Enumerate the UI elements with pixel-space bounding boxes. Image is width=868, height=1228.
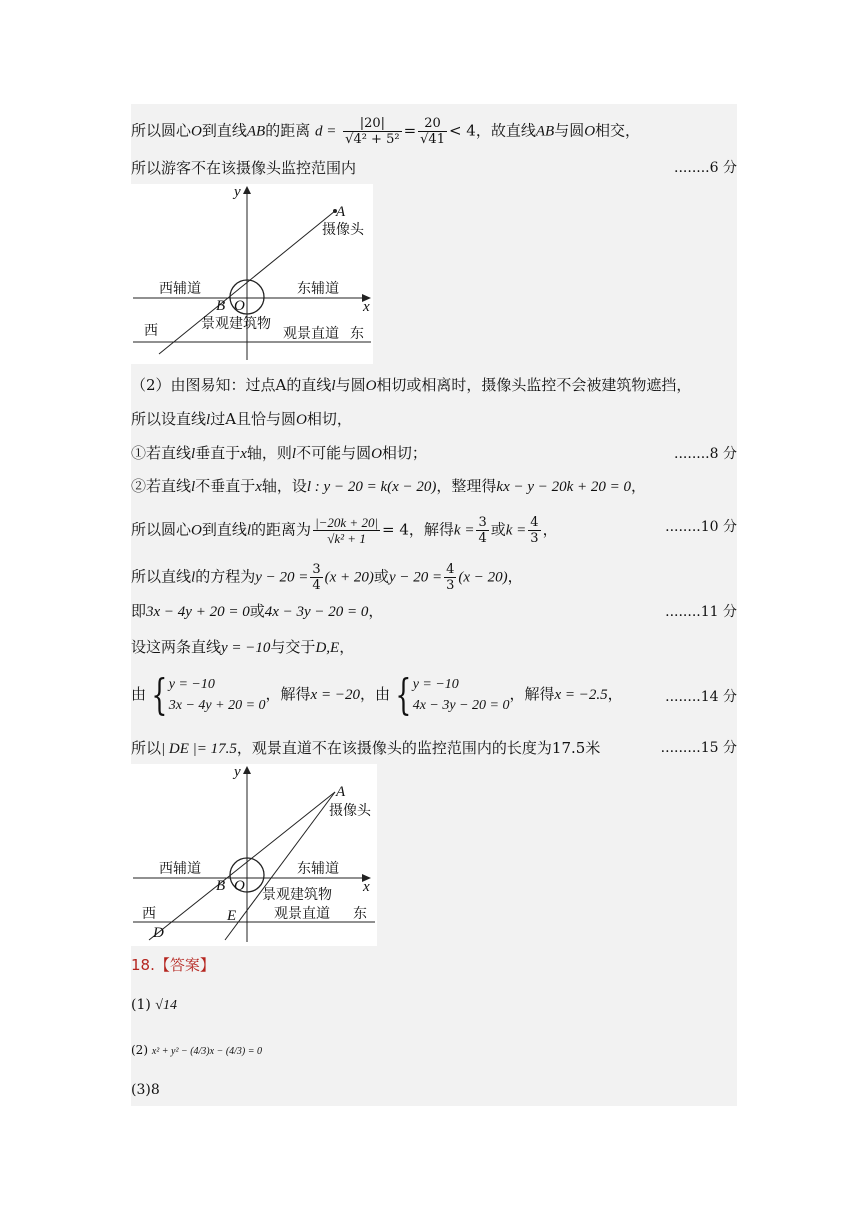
text: ，解得 xyxy=(265,685,311,703)
score-marker: ........8 分 xyxy=(674,446,737,462)
text: ， xyxy=(368,602,384,620)
fraction xyxy=(343,116,401,147)
fraction xyxy=(444,562,456,593)
math: kx − y − 20k + 20 = 0 xyxy=(496,479,632,495)
math: O xyxy=(191,123,202,140)
numerator: 4 xyxy=(530,515,539,530)
text: 所以游客不在该摄像头监控范围内 xyxy=(131,159,357,177)
math: 3x − 4y + 20 = 0 xyxy=(146,604,250,620)
text: 与交于 xyxy=(270,638,316,656)
answer-label: (2) xyxy=(131,1043,148,1057)
label-east-road: 东辅道 xyxy=(297,281,339,297)
math: D,E xyxy=(315,640,340,656)
text: ②若直线 xyxy=(131,477,192,495)
text: 轴，则 xyxy=(246,444,292,462)
text: （2）由图易知：过点A的直线 xyxy=(131,376,332,394)
fraction xyxy=(310,562,322,593)
text: 相交， xyxy=(595,121,641,140)
text: ， xyxy=(542,520,558,539)
math: l xyxy=(191,569,196,586)
text: 不垂直于 xyxy=(195,477,256,495)
brace: { xyxy=(395,670,412,719)
math: 4x − 3y − 20 = 0 xyxy=(264,604,369,620)
label-b: B xyxy=(216,878,226,894)
text: ， xyxy=(339,638,355,656)
text-line-conclusion-1 xyxy=(131,158,356,178)
text: 所以圆心 xyxy=(131,520,192,539)
math: l xyxy=(331,378,336,394)
fraction xyxy=(476,515,488,546)
text: ， xyxy=(607,685,623,703)
math: (x − 20) xyxy=(458,569,508,586)
figure-1 xyxy=(131,184,373,364)
fraction xyxy=(313,515,380,546)
answer-2 xyxy=(131,1040,262,1062)
math: O xyxy=(365,378,377,394)
equation-system xyxy=(169,674,266,716)
text: ， xyxy=(507,567,523,586)
score-marker: ........14 分 xyxy=(665,689,737,705)
text: 到直线 xyxy=(201,520,247,539)
numerator: 3 xyxy=(312,562,321,577)
label-e: E xyxy=(227,908,237,924)
text-line-case-2 xyxy=(131,476,646,497)
text: 所以 xyxy=(131,739,162,757)
numerator: |20| xyxy=(343,116,401,132)
math: l xyxy=(246,522,252,539)
answer-label: (3) xyxy=(131,1082,151,1098)
denominator: 4 xyxy=(478,531,487,546)
label-building: 景观建筑物 xyxy=(262,887,332,903)
equation: y = −10 xyxy=(168,677,215,692)
x-label: x xyxy=(363,299,370,315)
y-label: y xyxy=(234,184,241,200)
math: (x + 20) xyxy=(324,569,374,586)
text: 的距离为 xyxy=(251,520,312,539)
text: 设这两条直线 xyxy=(131,638,222,656)
text-line-equations xyxy=(131,562,523,593)
text: 垂直于 xyxy=(195,444,241,462)
text: ①若直线 xyxy=(131,444,192,462)
math: l xyxy=(206,412,211,428)
brace: { xyxy=(151,670,168,719)
text: 米 xyxy=(585,739,601,757)
text: 的距离 xyxy=(265,121,311,140)
text: = 4，解得 xyxy=(382,520,454,539)
math: | DE |= 17.5 xyxy=(161,741,237,757)
text: ，由 xyxy=(359,685,390,703)
text: 的方程为 xyxy=(195,567,256,586)
denominator: 3 xyxy=(530,531,539,546)
math: y = −10 xyxy=(221,640,271,656)
text-line-assume-tangent xyxy=(131,409,352,430)
denominator: √k² + 1 xyxy=(327,531,366,546)
score-marker: ........11 分 xyxy=(665,604,737,620)
math: x = −2.5 xyxy=(554,687,608,703)
math: O xyxy=(371,446,382,462)
text: 相切， xyxy=(306,410,352,428)
math: x = −20 xyxy=(310,687,360,703)
text: 与圆 xyxy=(554,121,585,140)
text: 或 xyxy=(373,567,389,586)
text: ，整理得 xyxy=(436,477,497,495)
text: ，解得 xyxy=(509,685,555,703)
answer-value: 8 xyxy=(150,1082,160,1098)
equation: 3x − 4y + 20 = 0 xyxy=(168,698,266,713)
text: 相切； xyxy=(381,444,427,462)
text: ，观景直道不在该摄像头的监控范围内的长度为 xyxy=(236,739,552,757)
text: ， xyxy=(631,477,647,495)
text: 或 xyxy=(490,520,506,539)
text-line-case-1 xyxy=(131,443,427,464)
answer-1 xyxy=(131,995,177,1016)
x-label: x xyxy=(363,879,370,895)
text: 由 xyxy=(131,685,147,703)
text: 轴，设 xyxy=(261,477,307,495)
math: AB xyxy=(535,123,555,140)
label-building: 景观建筑物 xyxy=(201,316,271,332)
label-camera: 摄像头 xyxy=(322,222,364,238)
label-walkway: 观景直道 xyxy=(274,906,330,922)
label-west: 西 xyxy=(142,906,156,922)
score-marker: .........15 分 xyxy=(660,740,737,756)
label-east: 东 xyxy=(350,326,364,342)
answer-value: √14 xyxy=(155,998,177,1013)
text-line-solve-systems xyxy=(131,670,623,719)
denominator: √41 xyxy=(420,132,445,147)
numerator: 20 xyxy=(418,116,447,132)
text: 过A且恰与圆 xyxy=(210,410,297,428)
numerator: 3 xyxy=(478,515,487,530)
y-label: y xyxy=(234,764,241,780)
text: 到直线 xyxy=(201,121,247,140)
text: 所以直线 xyxy=(131,567,192,586)
math: y − 20 = xyxy=(255,569,309,586)
answer-label: (1) xyxy=(131,997,151,1013)
denominator: 3 xyxy=(446,578,455,593)
label-o: O xyxy=(234,298,245,314)
label-camera: 摄像头 xyxy=(329,803,371,819)
label-a: A xyxy=(336,784,346,800)
figure-2 xyxy=(131,764,377,946)
y-axis-arrow xyxy=(243,186,251,194)
answer-value: x² + y² − (4/3)x − (4/3) = 0 xyxy=(151,1046,263,1057)
label-west: 西 xyxy=(144,323,158,339)
math: x xyxy=(240,446,247,462)
text-line-distance-l xyxy=(131,515,558,546)
answer-3 xyxy=(131,1080,160,1100)
math: O xyxy=(296,412,307,428)
text: 相切或相离时，摄像头监控不会被建筑物遮挡， xyxy=(376,376,692,394)
math: k = xyxy=(453,522,475,539)
math: l : y − 20 = k(x − 20) xyxy=(306,479,437,495)
equation: 4x − 3y − 20 = 0 xyxy=(412,698,510,713)
text: 不可能与圆 xyxy=(296,444,372,462)
text: 所以设直线 xyxy=(131,410,207,428)
text: 或 xyxy=(249,602,265,620)
fraction xyxy=(528,515,540,546)
text: 与圆 xyxy=(335,376,366,394)
label-d: D xyxy=(153,925,164,941)
label-west-road: 西辅道 xyxy=(159,281,201,297)
math: O xyxy=(191,522,202,539)
fraction xyxy=(418,116,447,147)
numerator: 4 xyxy=(446,562,455,577)
math: l xyxy=(191,479,196,495)
score-marker: ........10 分 xyxy=(665,519,737,535)
math: AB xyxy=(246,123,266,140)
label-east: 东 xyxy=(353,906,367,922)
equation: y = −10 xyxy=(412,677,459,692)
y-axis-arrow xyxy=(243,766,251,774)
math: k = xyxy=(505,522,527,539)
denominator: 4 xyxy=(312,578,321,593)
numerator: |−20k + 20| xyxy=(315,515,379,530)
math: x xyxy=(255,479,262,495)
math: O xyxy=(584,123,596,140)
equation-system xyxy=(413,674,510,716)
label-b: B xyxy=(216,298,226,314)
label-a: A xyxy=(336,204,346,220)
text: 所以圆心 xyxy=(131,121,192,140)
math: d = xyxy=(315,123,337,140)
text-line-intersections xyxy=(131,637,354,658)
denominator: √4² + 5² xyxy=(345,132,400,147)
label-o: O xyxy=(234,878,245,894)
math: 17.5 xyxy=(551,739,586,757)
label-east-road: 东辅道 xyxy=(297,861,339,877)
answer-title: 18.【答案】 xyxy=(131,956,215,974)
text: 即 xyxy=(131,602,147,620)
text-line-part2-intro xyxy=(131,375,691,396)
text-line-distance-ab: 所以圆心O到直线AB的距离 d = $\frac{|20|}{\text{√4² + 5²}}$ = $\frac{20}{√41}$ < 4，故直线AB与圆O相交， xyxy=(131,116,641,147)
math: y − 20 = xyxy=(388,569,443,586)
text: < 4，故直线 xyxy=(448,121,536,140)
text-line-final xyxy=(131,738,600,759)
math: l xyxy=(191,446,196,462)
label-west-road: 西辅道 xyxy=(159,861,201,877)
score-marker: ........6 分 xyxy=(674,160,737,176)
math: l xyxy=(291,446,297,462)
text-line-general-form xyxy=(131,601,383,622)
label-walkway: 观景直道 xyxy=(283,326,339,342)
